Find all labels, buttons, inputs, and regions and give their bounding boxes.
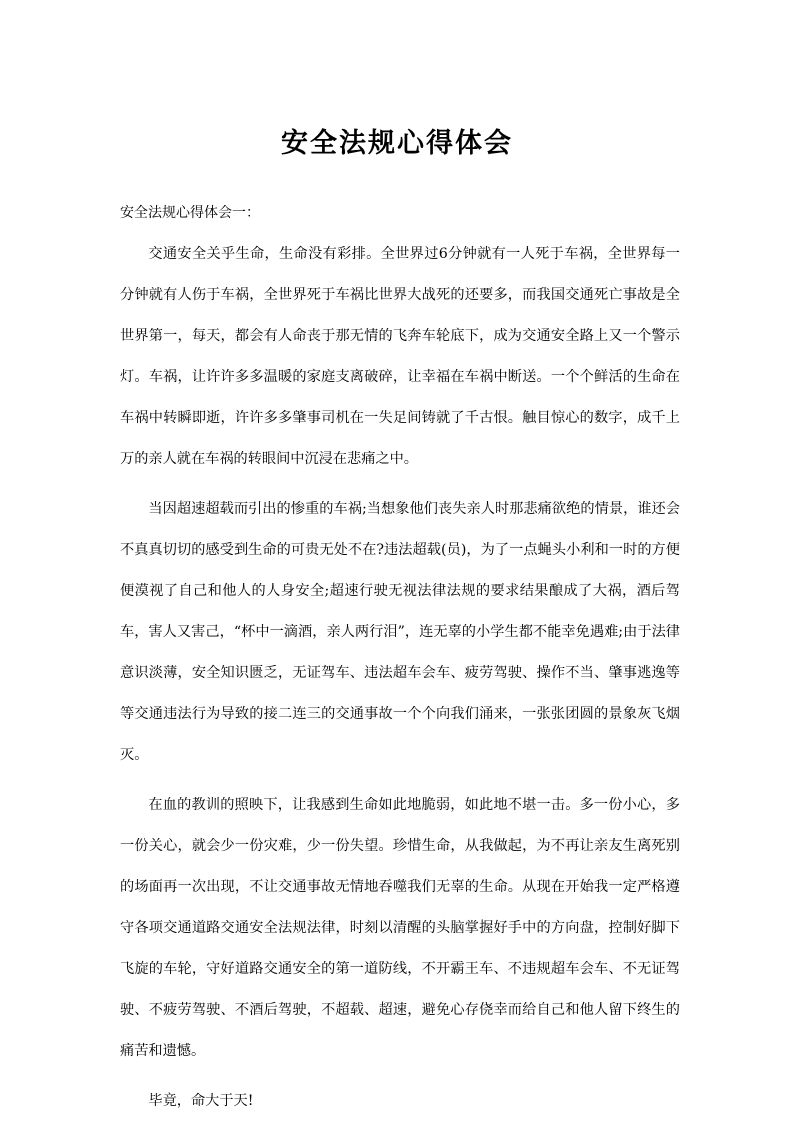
section-heading: 安全法规心得体会一： — [120, 205, 260, 221]
paragraph-2: 当因超速超载而引出的惨重的车祸;当想象他们丧失亲人时那悲痛欲绝的情景，谁还会不真真切切的感受到生命的可贵无处不在?违法超载(员)，为了一点蝇头小利和一时的方便便漠视了自己和他人的人身安全;超速行驶无视法律法规的要求结果酿成了大祸，酒后驾车，害人又害己，“杯中一滴酒，亲人两行泪”，连无辜的小学生都不能幸免遇难;由于法律意识淡薄，安全知识匮乏，无证驾车、违法超车会车、疲劳驾驶、操作不当、肇事逃逸等等交通违法行为导致的接二连三的交通事故一个个向我们涌来，一张张团圆的景象灰飞烟灭。 — [120, 501, 680, 763]
paragraph-1: 交通安全关乎生命，生命没有彩排。全世界过6分钟就有一人死于车祸，全世界每一分钟就有人伤于车祸，全世界死于车祸比世界大战死的还要多，而我国交通死亡事故是全世界第一，每天，都会有人命丧于那无情的飞奔车轮底下，成为交通安全路上又一个警示灯。车祸，让许许多多温暖的家庭支离破碎，让幸福在车祸中断送。一个个鲜活的生命在车祸中转瞬即逝，许许多多肇事司机在一失足间铸就了千古恨。触目惊心的数字，成千上万的亲人就在车祸的转眼间中沉浸在悲痛之中。 — [120, 246, 680, 467]
document-body — [120, 234, 680, 1131]
paragraph-3: 在血的教训的照映下，让我感到生命如此地脆弱，如此地不堪一击。多一份小心，多一份关心，就会少一份灾难，少一份失望。珍惜生命，从我做起，为不再让亲友生离死别的场面再一次出现，不让交通事故无情地吞噬我们无辜的生命。从现在开始我一定严格遵守各项交通道路交通安全法规法律，时刻以清醒的头脑掌握好手中的方向盘，控制好脚下飞旋的车轮，守好道路交通安全的第一道防线，不开霸王车、不违规超车会车、不无证驾驶、不疲劳驾驶、不酒后驾驶，不超载、超速，避免心存侥幸而给自己和他人留下终生的痛苦和遗憾。 — [120, 797, 680, 1059]
document-title: 安全法规心得体会 — [281, 128, 513, 159]
paragraph-4: 毕竟，命大于天! — [148, 1093, 254, 1109]
